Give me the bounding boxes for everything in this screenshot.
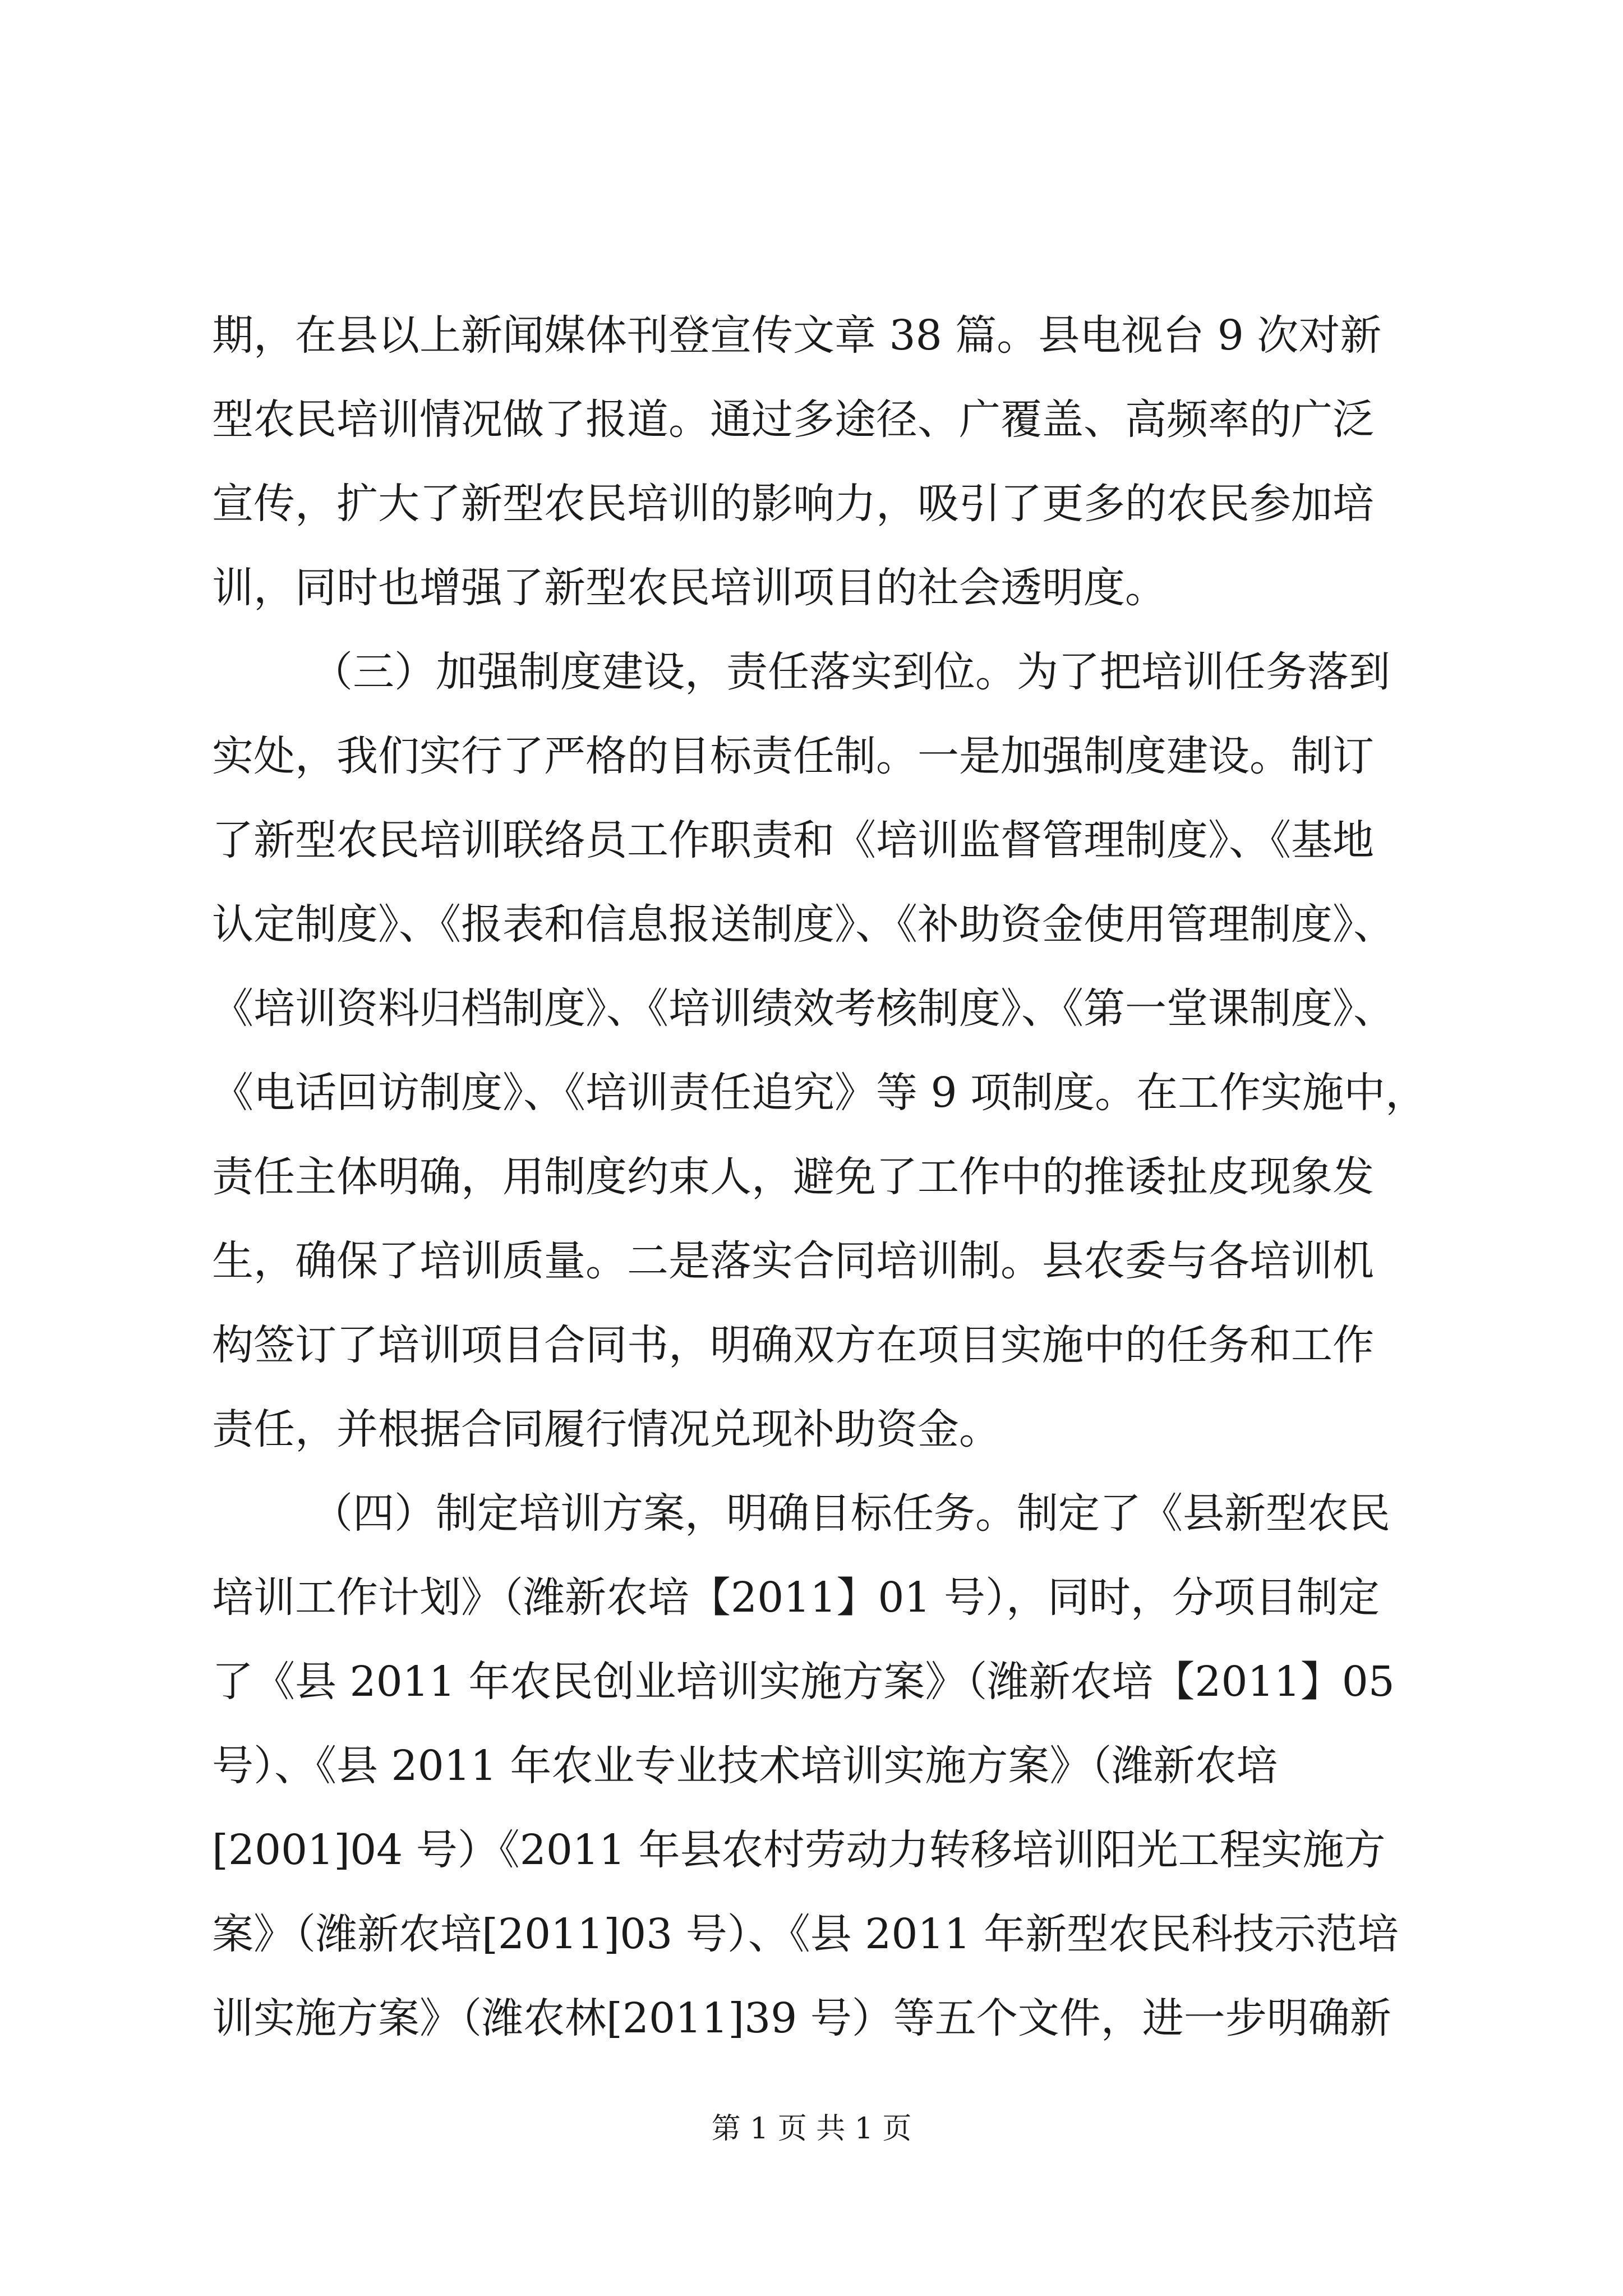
section-heading-line: （三）加强制度建设，责任落实到位。为了把培训任务落到 [311, 648, 1390, 696]
body-line: 训，同时也增强了新型农民培训项目的社会透明度。 [212, 564, 1166, 612]
body-line: 培训工作计划》（潍新农培【2011】01 号），同时，分项目制定 [212, 1573, 1380, 1622]
page-footer: 第 1 页 共 1 页 [711, 2112, 912, 2146]
body-line: 期，在县以上新闻媒体刊登宣传文章 38 篇。县电视台 9 次对新 [212, 311, 1382, 360]
body-line: 案》（潍新农培[2011]03 号）、《县 2011 年新型农民科技示范培 [212, 1910, 1399, 1958]
body-line: 型农民培训情况做了报道。通过多途径、广覆盖、高频率的广泛 [212, 395, 1374, 444]
body-line: 《培训资料归档制度》、《培训绩效考核制度》、《第一堂课制度》、 [212, 984, 1395, 1033]
body-line: 号）、《县 2011 年农业专业技术培训实施方案》（潍新农培 [212, 1742, 1278, 1790]
body-line: 了《县 2011 年农民创业培训实施方案》（潍新农培【2011】05 [212, 1658, 1395, 1706]
body-line: 认定制度》、《报表和信息报送制度》、《补助资金使用管理制度》、 [212, 900, 1395, 949]
body-line: [2001]04 号）《2011 年县农村劳动力转移培训阳光工程实施方 [212, 1826, 1386, 1874]
body-line: 责任，并根据合同履行情况兑现补助资金。 [212, 1405, 1000, 1453]
section-heading-line: （四）制定培训方案，明确目标任务。制定了《县新型农民 [311, 1489, 1390, 1538]
body-line: 生，确保了培训质量。二是落实合同培训制。县农委与各培训机 [212, 1237, 1374, 1285]
body-line: 实处，我们实行了严格的目标责任制。一是加强制度建设。制订 [212, 732, 1374, 780]
body-line: 了新型农民培训联络员工作职责和《培训监督管理制度》、《基地 [212, 816, 1374, 864]
body-line: 构签订了培训项目合同书，明确双方在项目实施中的任务和工作 [212, 1321, 1374, 1369]
body-line: 宣传，扩大了新型农民培训的影响力，吸引了更多的农民参加培 [212, 480, 1374, 528]
body-line: 责任主体明确，用制度约束人，避免了工作中的推诿扯皮现象发 [212, 1153, 1374, 1201]
body-line: 训实施方案》（潍农林[2011]39 号）等五个文件，进一步明确新 [212, 1994, 1391, 2042]
body-line: 《电话回访制度》、《培训责任追究》等 9 项制度。在工作实施中， [212, 1069, 1427, 1117]
